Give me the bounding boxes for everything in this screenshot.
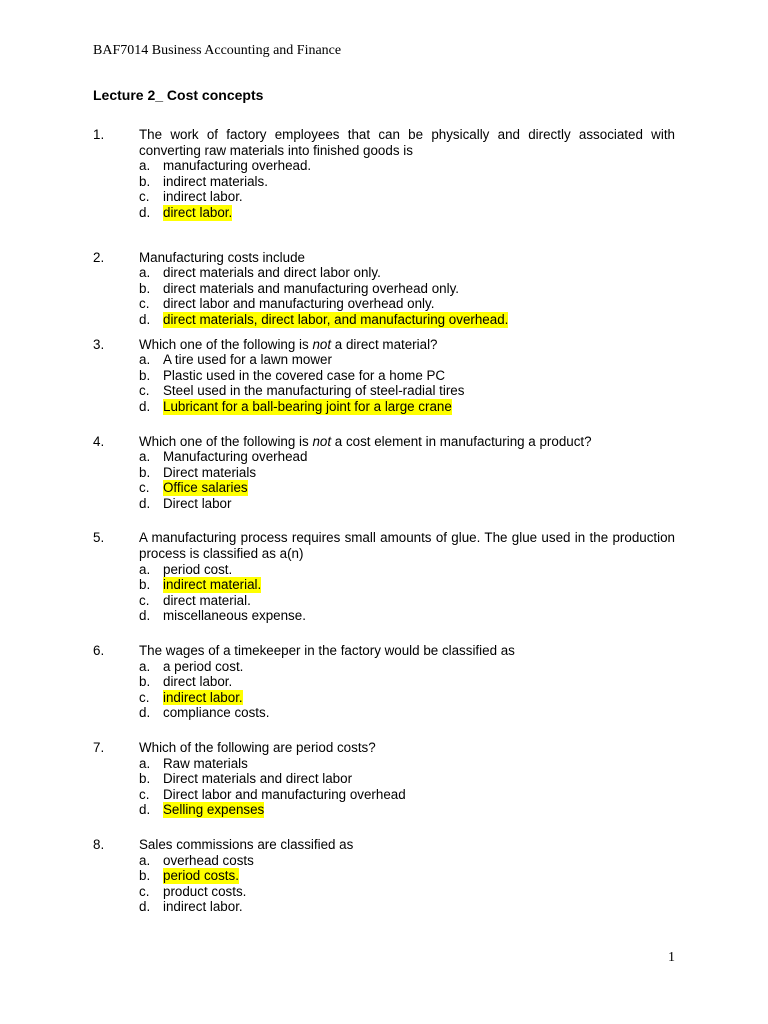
answer-option bbox=[139, 562, 675, 578]
option-letter: c. bbox=[139, 383, 150, 399]
answer-option bbox=[139, 281, 675, 297]
stem-text: A manufacturing process requires small amounts of glue. The glue used in the production process is classified as a(n) bbox=[139, 530, 675, 562]
option-letter: a. bbox=[139, 449, 151, 465]
question-number: 5. bbox=[93, 530, 105, 546]
answer-option bbox=[139, 802, 675, 818]
option-letter: d. bbox=[139, 398, 151, 414]
question-5 bbox=[93, 530, 675, 624]
option-letter: a. bbox=[139, 755, 151, 771]
answer-option bbox=[139, 174, 675, 190]
option-list bbox=[139, 265, 675, 327]
option-text: Plastic used in the covered case for a home PC bbox=[163, 367, 446, 383]
option-letter: b. bbox=[139, 280, 151, 296]
question-1 bbox=[93, 127, 675, 221]
answer-option bbox=[139, 368, 675, 384]
option-letter: b. bbox=[139, 173, 151, 189]
option-text: direct material. bbox=[163, 592, 251, 608]
option-text: Raw materials bbox=[163, 755, 248, 771]
option-letter: d. bbox=[139, 802, 151, 818]
option-letter: d. bbox=[139, 311, 151, 327]
option-text: direct materials and manufacturing overhead only. bbox=[163, 280, 459, 296]
option-letter: c. bbox=[139, 296, 150, 312]
option-letter: c. bbox=[139, 189, 150, 205]
question-number: 8. bbox=[93, 836, 105, 852]
option-letter: a. bbox=[139, 852, 151, 868]
option-text: direct materials and direct labor only. bbox=[163, 265, 381, 281]
highlighted-answer-text: period costs. bbox=[163, 868, 239, 884]
stem-text: Which one of the following is bbox=[139, 433, 313, 449]
option-text: Direct labor bbox=[163, 495, 232, 511]
option-list bbox=[139, 158, 675, 220]
question-stem bbox=[139, 643, 675, 659]
answer-option bbox=[139, 399, 675, 415]
emphasis-text: not bbox=[312, 336, 332, 352]
question-stem bbox=[139, 837, 675, 853]
question-stem bbox=[139, 434, 675, 450]
option-text: Direct labor and manufacturing overhead bbox=[163, 786, 406, 802]
option-letter: d. bbox=[139, 899, 151, 915]
option-letter: a. bbox=[139, 658, 151, 674]
highlighted-answer-text: direct materials, direct labor, and manufacturing overhead. bbox=[163, 311, 509, 327]
option-list bbox=[139, 756, 675, 818]
option-letter: c. bbox=[139, 480, 150, 496]
answer-option bbox=[139, 674, 675, 690]
option-text: direct labor. bbox=[163, 674, 233, 690]
option-text: overhead costs bbox=[163, 852, 254, 868]
question-stem bbox=[139, 740, 675, 756]
option-text: indirect materials. bbox=[163, 173, 268, 189]
highlighted-answer-text: indirect labor. bbox=[163, 689, 243, 705]
option-letter: a. bbox=[139, 352, 151, 368]
option-text: direct labor and manufacturing overhead only. bbox=[163, 296, 435, 312]
answer-option bbox=[139, 853, 675, 869]
answer-option bbox=[139, 352, 675, 368]
answer-option bbox=[139, 465, 675, 481]
option-text: indirect labor. bbox=[163, 189, 243, 205]
option-text: A tire used for a lawn mower bbox=[163, 352, 332, 368]
question-stem bbox=[139, 250, 675, 266]
highlighted-answer-text: direct labor. bbox=[163, 204, 233, 220]
answer-option bbox=[139, 158, 675, 174]
document-header: BAF7014 Business Accounting and Finance bbox=[93, 43, 342, 58]
option-letter: a. bbox=[139, 158, 151, 174]
option-letter: d. bbox=[139, 204, 151, 220]
answer-option bbox=[139, 296, 675, 312]
option-letter: a. bbox=[139, 561, 151, 577]
highlighted-answer-text: Selling expenses bbox=[163, 802, 265, 818]
stem-text: Which one of the following is bbox=[139, 336, 313, 352]
question-7 bbox=[93, 740, 675, 818]
question-8 bbox=[93, 837, 675, 915]
option-letter: b. bbox=[139, 771, 151, 787]
option-letter: c. bbox=[139, 883, 150, 899]
emphasis-text: not bbox=[312, 433, 332, 449]
highlighted-answer-text: Lubricant for a ball-bearing joint for a large crane bbox=[163, 398, 452, 414]
question-stem bbox=[139, 337, 675, 353]
stem-text: The wages of a timekeeper in the factory would be classified as bbox=[139, 643, 515, 659]
option-letter: a. bbox=[139, 265, 151, 281]
question-number: 2. bbox=[93, 249, 105, 265]
answer-option bbox=[139, 449, 675, 465]
answer-option bbox=[139, 496, 675, 512]
answer-option bbox=[139, 787, 675, 803]
option-text: Steel used in the manufacturing of steel-radial tires bbox=[163, 383, 465, 399]
highlighted-answer-text: Office salaries bbox=[163, 480, 248, 496]
question-stem bbox=[139, 127, 675, 158]
answer-option bbox=[139, 593, 675, 609]
stem-text: a cost element in manufacturing a product? bbox=[331, 433, 592, 449]
option-list bbox=[139, 659, 675, 721]
answer-option bbox=[139, 899, 675, 915]
answer-option bbox=[139, 189, 675, 205]
answer-option bbox=[139, 480, 675, 496]
stem-text: a direct material? bbox=[331, 336, 438, 352]
question-3 bbox=[93, 337, 675, 415]
question-stem bbox=[139, 530, 675, 561]
answer-option bbox=[139, 577, 675, 593]
answer-option bbox=[139, 312, 675, 328]
option-text: compliance costs. bbox=[163, 705, 270, 721]
option-list bbox=[139, 352, 675, 414]
question-number: 7. bbox=[93, 740, 105, 755]
option-list bbox=[139, 562, 675, 624]
question-4 bbox=[93, 434, 675, 512]
option-text: Direct materials bbox=[163, 464, 257, 480]
question-6 bbox=[93, 643, 675, 721]
option-letter: b. bbox=[139, 868, 151, 884]
question-list bbox=[93, 127, 675, 915]
option-letter: d. bbox=[139, 495, 151, 511]
option-letter: c. bbox=[139, 786, 150, 802]
lecture-title: Lecture 2_ Cost concepts bbox=[93, 87, 264, 103]
option-text: Manufacturing overhead bbox=[163, 449, 308, 465]
option-text: product costs. bbox=[163, 883, 247, 899]
option-list bbox=[139, 853, 675, 915]
option-text: miscellaneous expense. bbox=[163, 608, 306, 624]
question-number: 1. bbox=[93, 127, 105, 142]
highlighted-answer-text: indirect material. bbox=[163, 577, 262, 593]
option-text: a period cost. bbox=[163, 658, 244, 674]
question-number: 3. bbox=[93, 336, 105, 352]
option-text: Direct materials and direct labor bbox=[163, 771, 353, 787]
answer-option bbox=[139, 205, 675, 221]
answer-option bbox=[139, 756, 675, 772]
option-text: manufacturing overhead. bbox=[163, 158, 312, 174]
option-text: indirect labor. bbox=[163, 899, 243, 915]
option-letter: b. bbox=[139, 674, 151, 690]
option-list bbox=[139, 449, 675, 511]
option-text: period cost. bbox=[163, 561, 233, 577]
answer-option bbox=[139, 884, 675, 900]
stem-text: The work of factory employees that can be physically and directly associated with converting raw materials into finished goods is bbox=[139, 127, 675, 158]
answer-option bbox=[139, 868, 675, 884]
option-letter: b. bbox=[139, 577, 151, 593]
answer-option bbox=[139, 690, 675, 706]
option-letter: d. bbox=[139, 705, 151, 721]
answer-option bbox=[139, 659, 675, 675]
answer-option bbox=[139, 608, 675, 624]
option-letter: b. bbox=[139, 367, 151, 383]
answer-option bbox=[139, 771, 675, 787]
question-number: 4. bbox=[93, 433, 105, 449]
answer-option bbox=[139, 265, 675, 281]
stem-text: Sales commissions are classified as bbox=[139, 836, 354, 852]
option-letter: c. bbox=[139, 592, 150, 608]
page-number: 1 bbox=[668, 950, 675, 965]
answer-option bbox=[139, 705, 675, 721]
question-2 bbox=[93, 250, 675, 328]
option-letter: d. bbox=[139, 608, 151, 624]
option-letter: b. bbox=[139, 464, 151, 480]
stem-text: Manufacturing costs include bbox=[139, 249, 305, 265]
question-number: 6. bbox=[93, 643, 105, 659]
answer-option bbox=[139, 383, 675, 399]
stem-text: Which of the following are period costs? bbox=[139, 740, 376, 755]
option-letter: c. bbox=[139, 689, 150, 705]
